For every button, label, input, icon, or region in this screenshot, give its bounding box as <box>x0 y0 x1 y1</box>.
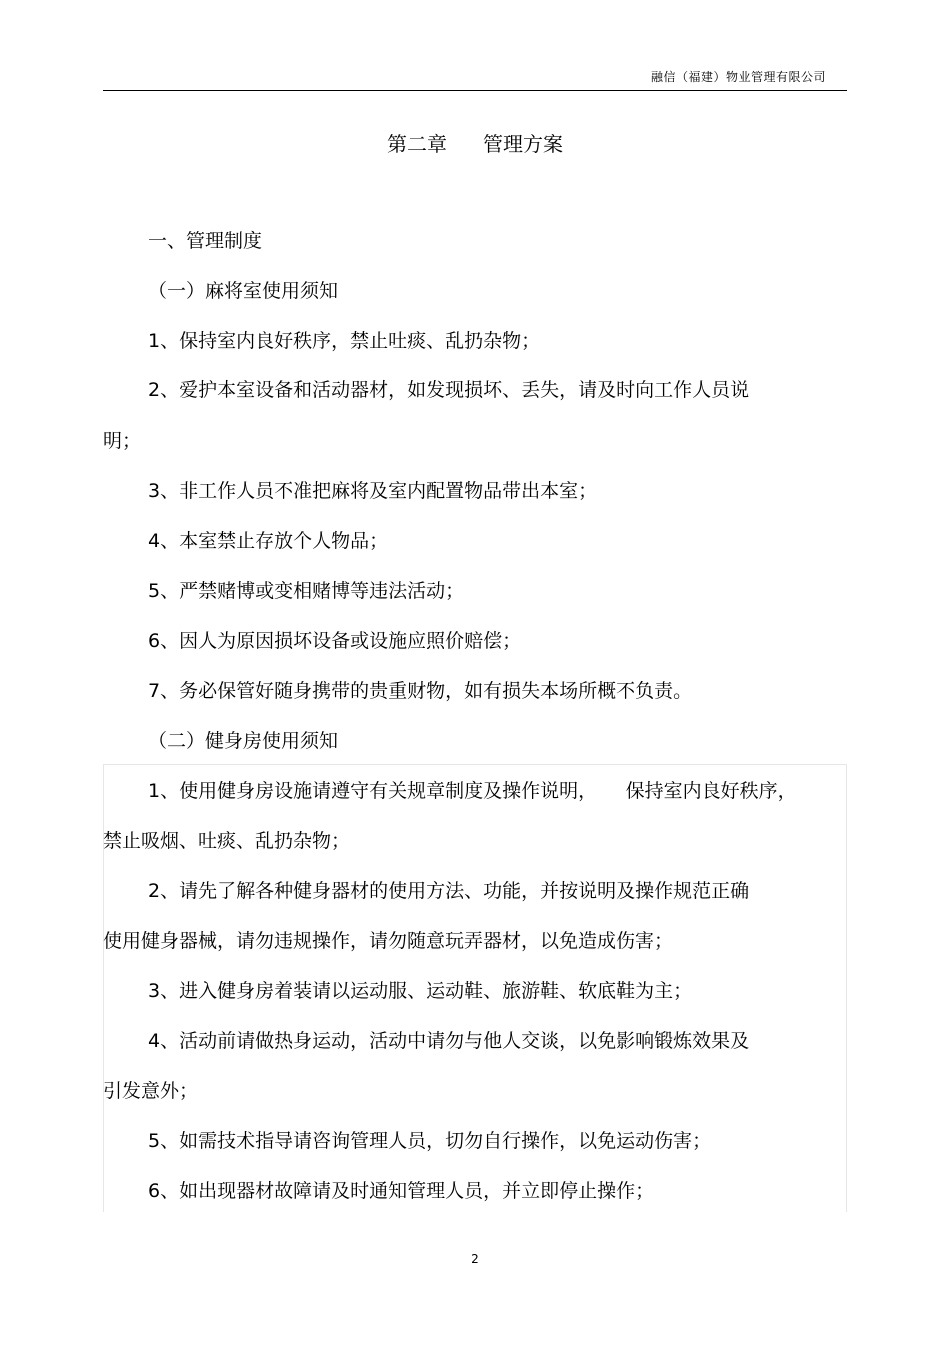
rule-line: 3、进入健身房着装请以运动服、运动鞋、旅游鞋、软底鞋为主； <box>148 980 693 1002</box>
header-company-name: 融信（福建）物业管理有限公司 <box>650 70 826 84</box>
rule-line: 4、活动前请做热身运动，活动中请勿与他人交谈，以免影响锻炼效果及 <box>148 1030 750 1052</box>
rule-line: 6、因人为原因损坏设备或设施应照价赔偿； <box>148 630 522 652</box>
rule-line: 7、务必保管好随身携带的贵重财物，如有损失本场所概不负责。 <box>148 680 693 702</box>
rule-line: 2、请先了解各种健身器材的使用方法、功能，并按说明及操作规范正确 <box>148 880 750 902</box>
rule-line: 1、使用健身房设施请遵守有关规章制度及操作说明， 保持室内良好秩序， <box>148 780 797 802</box>
header-divider <box>103 90 847 91</box>
chapter-number: 第二章 <box>387 132 447 156</box>
rule-line: 2、爱护本室设备和活动器材，如发现损坏、丢失，请及时向工作人员说 <box>148 379 750 401</box>
subsection-heading-gym: （二）健身房使用须知 <box>148 730 339 752</box>
rule-line: 4、本室禁止存放个人物品； <box>148 530 389 552</box>
rule-line-continuation: 引发意外； <box>103 1080 199 1102</box>
rule-line: 3、非工作人员不准把麻将及室内配置物品带出本室； <box>148 480 598 502</box>
subsection-heading-mahjong-room: （一）麻将室使用须知 <box>148 280 339 302</box>
rule-line: 6、如出现器材故障请及时通知管理人员，并立即停止操作； <box>148 1180 655 1202</box>
rule-line: 1、保持室内良好秩序，禁止吐痰、乱扔杂物； <box>148 330 541 352</box>
rule-line-continuation: 禁止吸烟、吐痰、乱扔杂物； <box>103 830 351 852</box>
rule-line: 5、严禁赌博或变相赌博等违法活动； <box>148 580 465 602</box>
rule-line-continuation: 明； <box>103 430 142 452</box>
chapter-name: 管理方案 <box>483 132 563 156</box>
page-number: 2 <box>471 1252 479 1266</box>
section-heading-management-rules: 一、管理制度 <box>148 230 263 252</box>
rule-line: 5、如需技术指导请咨询管理人员，切勿自行操作，以免运动伤害； <box>148 1130 712 1152</box>
chapter-title <box>0 128 950 157</box>
rule-line-continuation: 使用健身器械，请勿违规操作，请勿随意玩弄器材，以免造成伤害； <box>103 930 674 952</box>
